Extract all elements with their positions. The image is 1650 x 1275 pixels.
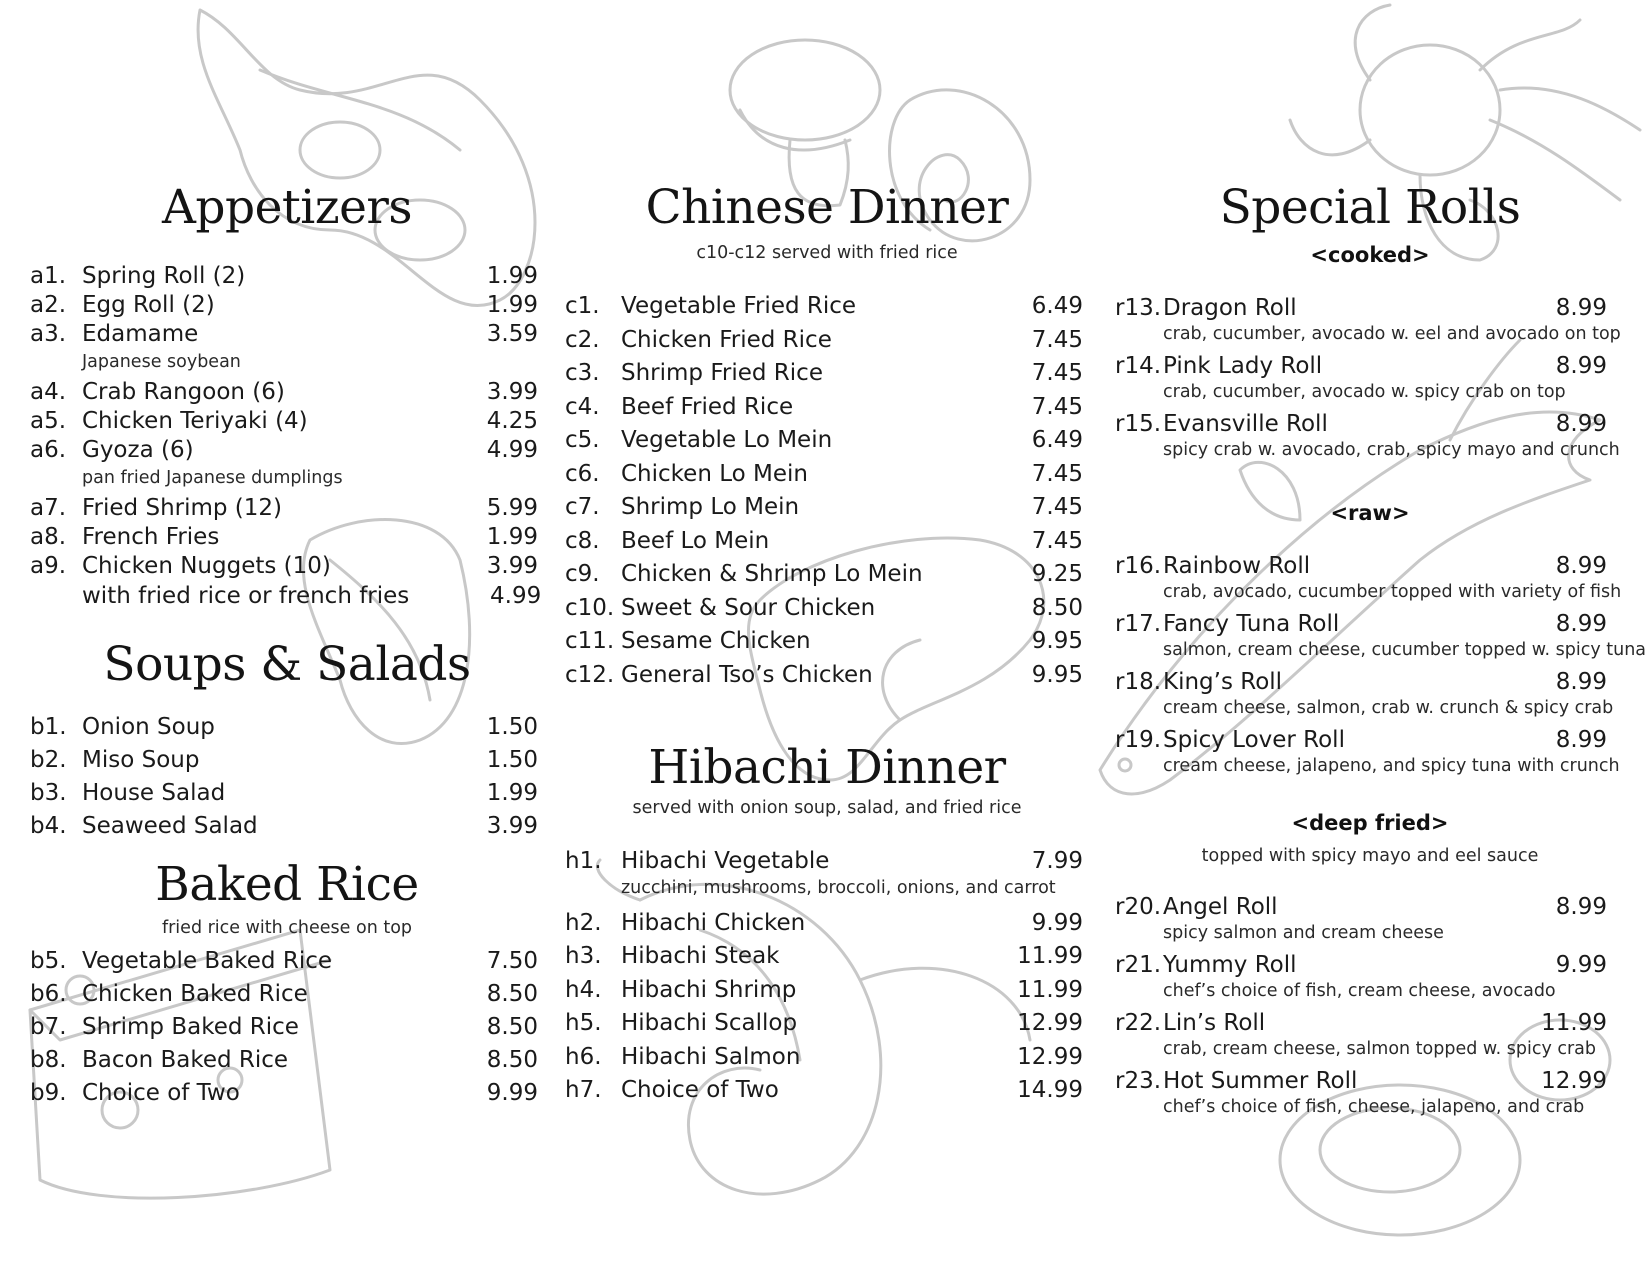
item-name: Choice of Two <box>621 1077 779 1103</box>
menu-item <box>30 291 538 319</box>
item-price: 7.45 <box>1031 460 1083 487</box>
menu-item <box>565 909 1083 937</box>
menu-item <box>1115 726 1607 754</box>
item-name: Angel Roll <box>1163 894 1278 920</box>
soups-title: Soups & Salads <box>103 637 471 692</box>
item-price: 8.50 <box>486 981 538 1007</box>
item-name: Vegetable Lo Mein <box>621 427 833 453</box>
item-code: a5. <box>30 408 67 434</box>
menu-item <box>1115 1067 1607 1095</box>
item-price: 4.99 <box>486 437 538 463</box>
item-code: r23. <box>1115 1068 1162 1094</box>
item-name: Spicy Lover Roll <box>1163 727 1345 753</box>
item-price: 11.99 <box>1017 976 1083 1003</box>
item-name: Edamame <box>82 321 199 347</box>
item-name: Dragon Roll <box>1163 295 1297 321</box>
item-name: Chicken Fried Rice <box>621 326 832 353</box>
item-price: 4.25 <box>486 408 538 434</box>
item-price: 3.99 <box>486 553 538 579</box>
menu-item <box>1115 410 1607 438</box>
item-code: r16. <box>1115 553 1162 579</box>
item-price: 11.99 <box>1541 1010 1607 1036</box>
item-code: a8. <box>30 524 67 550</box>
item-code: r20. <box>1115 894 1162 920</box>
item-code: r15. <box>1115 411 1162 437</box>
item-price: 8.99 <box>1555 295 1607 321</box>
item-description: crab, avocado, cucumber topped with variety of fish <box>1163 582 1622 602</box>
item-name: Hibachi Shrimp <box>621 976 797 1003</box>
item-price: 8.99 <box>1555 669 1607 695</box>
menu-item <box>30 746 538 774</box>
menu-item <box>30 552 538 580</box>
item-name: Hibachi Salmon <box>621 1043 801 1070</box>
item-name: Seaweed Salad <box>82 813 258 839</box>
item-name: Yummy Roll <box>1163 952 1297 978</box>
menu-item <box>1115 610 1607 638</box>
item-code: a9. <box>30 553 67 579</box>
item-code: b2. <box>30 747 67 773</box>
item-price: 9.99 <box>1031 909 1083 936</box>
item-price: 12.99 <box>1017 1010 1083 1036</box>
item-name: Fried Shrimp (12) <box>82 495 283 521</box>
item-description: zucchini, mushrooms, broccoli, onions, and carrot <box>621 878 1056 898</box>
cooked-heading: <cooked> <box>1310 243 1430 267</box>
item-code: b4. <box>30 813 67 839</box>
menu-item <box>565 942 1083 970</box>
item-code: h2. <box>565 909 602 936</box>
appetizers-title: Appetizers <box>161 180 413 235</box>
menu-item <box>565 847 1083 875</box>
item-code: r21. <box>1115 952 1162 978</box>
item-code: a7. <box>30 495 67 521</box>
menu-item <box>30 494 538 522</box>
item-name: King’s Roll <box>1163 669 1283 695</box>
item-price: 3.59 <box>486 321 538 347</box>
baked-rice-title: Baked Rice <box>155 857 419 912</box>
item-name: Chicken Lo Mein <box>621 460 808 487</box>
item-price: 8.99 <box>1555 353 1607 379</box>
item-name: Hibachi Steak <box>621 943 780 969</box>
item-name: Vegetable Baked Rice <box>82 948 333 974</box>
item-price: 7.45 <box>1031 393 1083 420</box>
item-price: 9.99 <box>486 1080 538 1106</box>
item-name: Shrimp Baked Rice <box>82 1014 299 1040</box>
item-description: crab, cream cheese, salmon topped w. spicy crab <box>1163 1039 1597 1059</box>
item-code: b8. <box>30 1047 67 1073</box>
menu-item <box>565 1076 1083 1104</box>
item-name: Rainbow Roll <box>1163 553 1311 579</box>
menu-item <box>30 1079 538 1107</box>
raw-heading: <raw> <box>1330 501 1410 525</box>
menu-item <box>565 326 1083 354</box>
menu-item <box>565 1043 1083 1071</box>
item-code: c8. <box>565 527 600 554</box>
menu-item <box>1115 1009 1607 1037</box>
item-code: c3. <box>565 360 600 386</box>
item-name: Evansville Roll <box>1163 411 1328 437</box>
item-price: 11.99 <box>1017 943 1083 969</box>
item-name: Choice of Two <box>82 1080 240 1106</box>
menu-item <box>565 1009 1083 1037</box>
item-code: c4. <box>565 393 600 420</box>
item-price: 8.99 <box>1555 611 1607 637</box>
item-code: a6. <box>30 437 67 463</box>
item-name: Pink Lady Roll <box>1163 353 1323 379</box>
item-name: Shrimp Fried Rice <box>621 360 823 386</box>
item-price: 6.49 <box>1031 427 1083 453</box>
menu-item <box>565 493 1083 521</box>
menu-item <box>30 947 538 975</box>
item-name: Chicken Teriyaki (4) <box>82 408 308 434</box>
menu-item <box>1115 668 1607 696</box>
item-code: c12. <box>565 661 615 688</box>
menu-item <box>565 393 1083 421</box>
item-description: spicy crab w. avocado, crab, spicy mayo and crunch <box>1163 440 1620 460</box>
item-price: 7.99 <box>1031 848 1083 874</box>
item-code: r19. <box>1115 727 1162 753</box>
item-price: 6.49 <box>1031 293 1083 319</box>
menu-item <box>30 262 538 290</box>
item-description: pan fried Japanese dumplings <box>82 468 343 488</box>
menu-item <box>30 1013 538 1041</box>
item-description: Japanese soybean <box>82 352 241 372</box>
item-description: chef’s choice of fish, cheese, jalapeno, and crab <box>1163 1097 1585 1117</box>
item-name: Hibachi Vegetable <box>621 848 830 874</box>
menu-item <box>30 320 538 348</box>
item-code: h7. <box>565 1077 602 1103</box>
item-price: 8.50 <box>486 1014 538 1040</box>
item-description: chef’s choice of fish, cream cheese, avocado <box>1163 981 1556 1001</box>
item-name: Lin’s Roll <box>1163 1010 1266 1036</box>
item-price: 9.99 <box>1555 952 1607 978</box>
item-code: h3. <box>565 943 602 969</box>
item-code: b7. <box>30 1014 67 1040</box>
menu-item <box>30 980 538 1008</box>
item-code: r22. <box>1115 1010 1162 1036</box>
item-name: Bacon Baked Rice <box>82 1047 289 1073</box>
menu-item <box>565 426 1083 454</box>
item-code: a4. <box>30 379 67 405</box>
item-price: 8.50 <box>486 1047 538 1073</box>
item-code: b9. <box>30 1080 67 1106</box>
item-price: 12.99 <box>1017 1043 1083 1070</box>
menu-item <box>565 560 1083 588</box>
item-name: Chicken Nuggets (10) <box>82 553 331 579</box>
menu-item <box>565 527 1083 555</box>
item-price: 7.45 <box>1031 494 1083 520</box>
item-description: spicy salmon and cream cheese <box>1163 923 1444 943</box>
item-name: Hot Summer Roll <box>1163 1068 1358 1094</box>
item-price: 8.99 <box>1555 553 1607 579</box>
item-code: r13. <box>1115 295 1162 321</box>
deep-fried-heading: <deep fried> <box>1291 811 1449 835</box>
menu-item <box>30 523 538 551</box>
menu-item <box>565 594 1083 622</box>
item-name: Onion Soup <box>82 714 215 740</box>
item-price: 1.99 <box>486 263 538 289</box>
item-price: 7.45 <box>1031 326 1083 353</box>
menu-item <box>30 378 538 406</box>
item-name: French Fries <box>82 524 220 550</box>
item-price: 1.50 <box>486 747 538 773</box>
item-price: 9.95 <box>1031 628 1083 654</box>
item-price: 7.50 <box>486 948 538 974</box>
item-price: 8.99 <box>1555 411 1607 437</box>
item-name: Shrimp Lo Mein <box>621 494 800 520</box>
item-price: 9.25 <box>1031 561 1083 587</box>
item-code: c7. <box>565 494 600 520</box>
menu-item <box>1115 552 1607 580</box>
item-price: 5.99 <box>486 495 538 521</box>
deep-fried-subtitle: topped with spicy mayo and eel sauce <box>1201 846 1539 866</box>
item-name: Spring Roll (2) <box>82 263 246 289</box>
item-price: 8.99 <box>1555 894 1607 920</box>
item-name: Beef Lo Mein <box>621 527 770 554</box>
item-name: Fancy Tuna Roll <box>1163 611 1340 637</box>
menu-item <box>30 713 538 741</box>
item-name: Sweet & Sour Chicken <box>621 594 876 621</box>
item-description: crab, cucumber, avocado w. eel and avocado on top <box>1163 324 1621 344</box>
chinese-dinner-subtitle: c10-c12 served with fried rice <box>696 243 958 263</box>
item-name: Crab Rangoon (6) <box>82 379 285 405</box>
item-name: Gyoza (6) <box>82 437 194 463</box>
item-code: h1. <box>565 848 602 874</box>
menu-item <box>565 292 1083 320</box>
baked-rice-subtitle: fried rice with cheese on top <box>161 918 413 938</box>
item-name: Miso Soup <box>82 747 200 773</box>
item-price: 8.50 <box>1031 594 1083 621</box>
item-name: Egg Roll (2) <box>82 292 215 318</box>
appetizer-option-text: with fried rice or french fries <box>82 583 410 609</box>
item-code: a1. <box>30 263 67 289</box>
hibachi-dinner-subtitle: served with onion soup, salad, and fried rice <box>632 798 1022 818</box>
appetizer-option-price: 4.99 <box>490 583 542 609</box>
item-price: 1.50 <box>486 714 538 740</box>
item-price: 14.99 <box>1017 1077 1083 1103</box>
menu-item <box>30 779 538 807</box>
item-price: 12.99 <box>1541 1068 1607 1094</box>
item-code: c9. <box>565 561 600 587</box>
item-price: 8.99 <box>1555 727 1607 753</box>
hibachi-dinner-title: Hibachi Dinner <box>648 740 1006 795</box>
menu-item <box>1115 294 1607 322</box>
menu-item <box>1115 352 1607 380</box>
item-name: Vegetable Fried Rice <box>621 293 857 319</box>
item-name: House Salad <box>82 780 226 806</box>
item-code: c2. <box>565 326 600 353</box>
chinese-dinner-title: Chinese Dinner <box>645 180 1009 235</box>
menu-item <box>565 359 1083 387</box>
item-code: c1. <box>565 293 600 319</box>
menu-item <box>30 1046 538 1074</box>
menu-item <box>30 407 538 435</box>
item-price: 3.99 <box>486 813 538 839</box>
item-description: crab, cucumber, avocado w. spicy crab on top <box>1163 382 1566 402</box>
item-code: b3. <box>30 780 67 806</box>
menu-item <box>565 460 1083 488</box>
item-code: h5. <box>565 1010 602 1036</box>
item-name: Chicken & Shrimp Lo Mein <box>621 561 923 587</box>
item-code: c11. <box>565 628 615 654</box>
item-code: b5. <box>30 948 67 974</box>
item-code: b6. <box>30 981 67 1007</box>
special-rolls-title: Special Rolls <box>1219 180 1521 235</box>
item-description: cream cheese, salmon, crab w. crunch & spicy crab <box>1163 698 1614 718</box>
menu-item <box>1115 893 1607 921</box>
item-code: r17. <box>1115 611 1162 637</box>
menu-item <box>565 627 1083 655</box>
item-price: 9.95 <box>1031 661 1083 688</box>
item-name: Hibachi Scallop <box>621 1010 798 1036</box>
item-code: h4. <box>565 976 602 1003</box>
item-price: 1.99 <box>486 292 538 318</box>
menu-item <box>1115 951 1607 979</box>
item-code: a3. <box>30 321 67 347</box>
menu-item <box>30 436 538 464</box>
item-description: cream cheese, jalapeno, and spicy tuna with crunch <box>1163 756 1620 776</box>
item-price: 7.45 <box>1031 360 1083 386</box>
item-code: c6. <box>565 460 600 487</box>
item-code: a2. <box>30 292 67 318</box>
menu-item <box>565 976 1083 1004</box>
item-code: c5. <box>565 427 600 453</box>
item-code: h6. <box>565 1043 602 1070</box>
item-code: c10. <box>565 594 615 621</box>
menu-item <box>565 661 1083 689</box>
item-code: r14. <box>1115 353 1162 379</box>
item-code: b1. <box>30 714 67 740</box>
item-price: 3.99 <box>486 379 538 405</box>
item-name: Chicken Baked Rice <box>82 981 308 1007</box>
item-name: General Tso’s Chicken <box>621 661 873 688</box>
menu-item <box>30 812 538 840</box>
item-price: 7.45 <box>1031 527 1083 554</box>
item-name: Sesame Chicken <box>621 628 811 654</box>
item-name: Hibachi Chicken <box>621 909 806 936</box>
item-price: 1.99 <box>486 524 538 550</box>
item-price: 1.99 <box>486 780 538 806</box>
item-code: r18. <box>1115 669 1162 695</box>
item-name: Beef Fried Rice <box>621 393 794 420</box>
item-description: salmon, cream cheese, cucumber topped w. spicy tuna <box>1163 640 1647 660</box>
